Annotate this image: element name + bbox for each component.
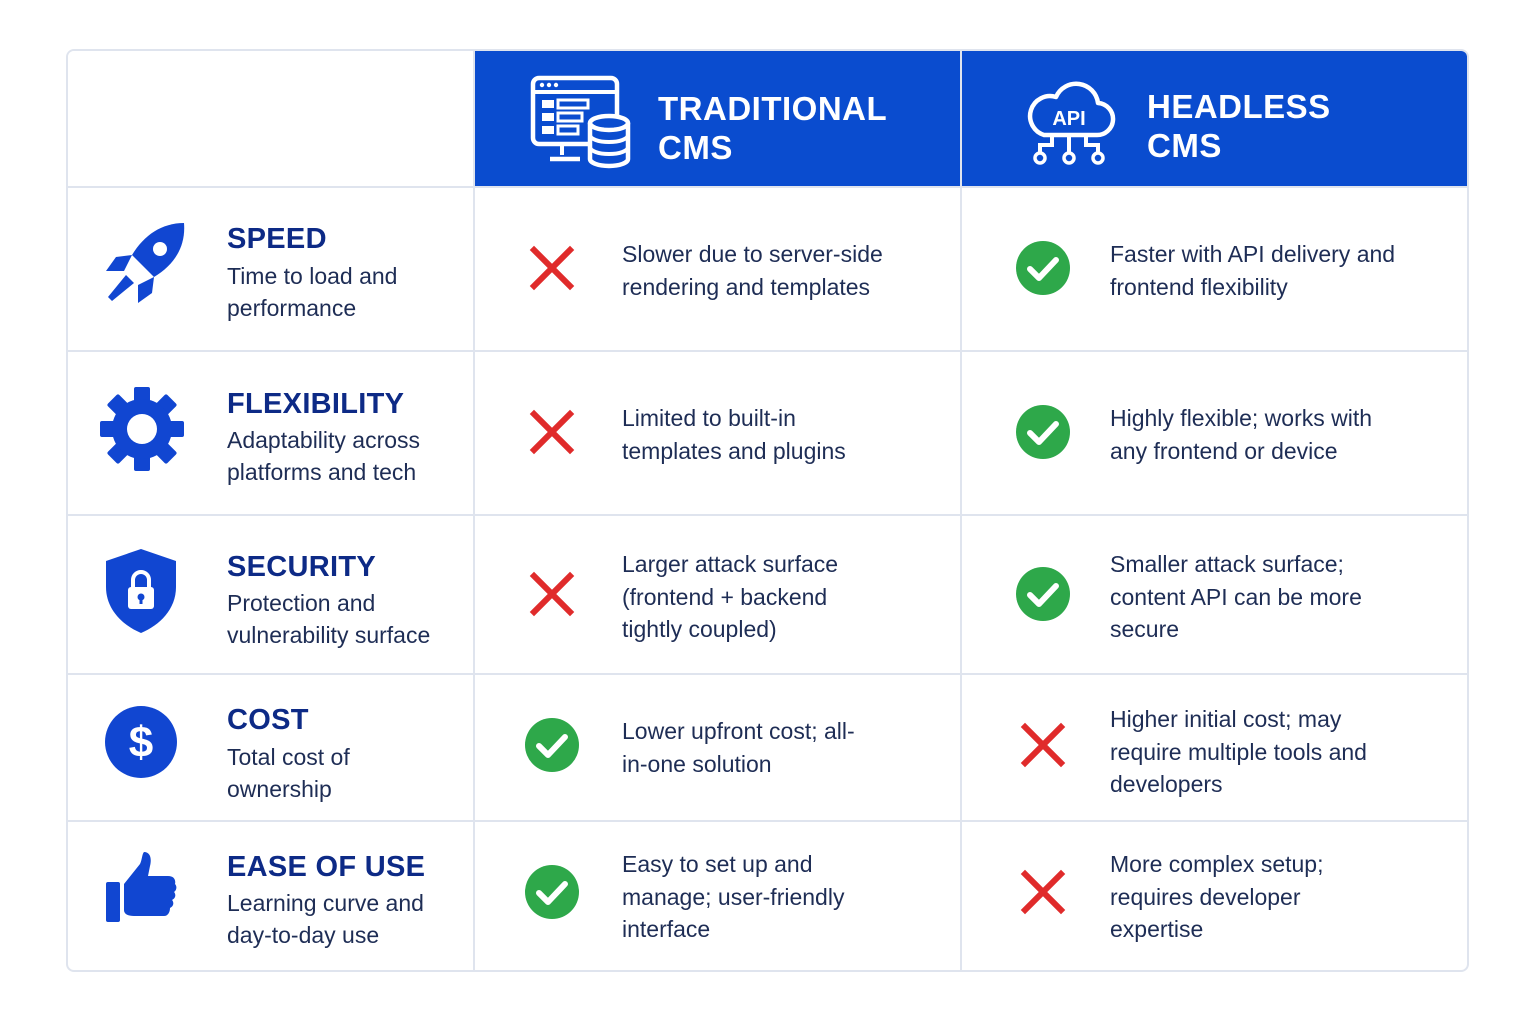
headless-cms-text: Faster with API delivery and frontend flexibility xyxy=(1110,241,1396,300)
headless-cms-text: Highly flexible; works with any frontend or device xyxy=(1110,405,1373,464)
criterion-description: Learning curve and day-to-day use xyxy=(227,890,424,948)
dollar-icon xyxy=(104,705,178,779)
criterion-title: SPEED xyxy=(227,223,327,255)
traditional-cms-text: Slower due to server-side rendering and templates xyxy=(622,241,883,300)
cross-icon xyxy=(1015,864,1071,920)
criterion-title: EASE OF USE xyxy=(227,851,426,883)
headless-cms-text: Higher initial cost; may require multiple tools and developers xyxy=(1110,706,1367,797)
server-database-icon xyxy=(530,75,634,171)
header-traditional-cms xyxy=(475,51,960,187)
shield-lock-icon xyxy=(104,547,178,635)
row-speed xyxy=(68,188,1467,350)
criterion-description: Protection and vulnerability surface xyxy=(227,590,431,648)
api-label: API xyxy=(1052,108,1086,130)
header-empty-cell xyxy=(68,51,475,187)
check-icon xyxy=(524,864,580,920)
traditional-cms-text: Lower upfront cost; all-in-one solution xyxy=(622,718,855,777)
check-icon xyxy=(1015,404,1071,460)
criterion-description: Total cost of ownership xyxy=(227,744,350,802)
row-security xyxy=(68,516,1467,673)
header-headless-cms xyxy=(962,51,1469,187)
gear-icon xyxy=(100,387,184,471)
cross-icon xyxy=(524,240,580,296)
check-icon xyxy=(524,717,580,773)
criterion-description: Adaptability across platforms and tech xyxy=(227,427,421,485)
criterion-title: FLEXIBILITY xyxy=(227,388,405,420)
row-cost xyxy=(68,675,1467,820)
cross-icon xyxy=(1015,717,1071,773)
svg-text:$: $ xyxy=(128,718,154,767)
comparison-table xyxy=(66,49,1469,972)
headless-cms-text: More complex setup; requires developer expertise xyxy=(1110,851,1324,942)
traditional-cms-text: Easy to set up and manage; user-friendly interface xyxy=(622,851,845,942)
criterion-title: COST xyxy=(227,704,309,736)
headless-cms-text: Smaller attack surface; content API can be more secure xyxy=(1110,551,1362,642)
traditional-cms-text: Limited to built-in templates and plugins xyxy=(622,405,846,464)
thumbs-up-icon xyxy=(104,850,178,924)
api-cloud-icon xyxy=(1022,75,1116,167)
check-icon xyxy=(1015,566,1071,622)
check-icon xyxy=(1015,240,1071,296)
traditional-cms-title: TRADITIONAL CMS xyxy=(658,90,888,166)
cross-icon xyxy=(524,404,580,460)
cross-icon xyxy=(524,566,580,622)
traditional-cms-text: Larger attack surface (frontend + backend tightly coupled) xyxy=(622,551,839,642)
row-ease-of-use xyxy=(68,822,1467,972)
rocket-icon xyxy=(102,221,188,307)
row-flexibility xyxy=(68,352,1467,514)
criterion-title: SECURITY xyxy=(227,551,377,583)
headless-cms-title: HEADLESS CMS xyxy=(1147,88,1331,164)
criterion-description: Time to load and performance xyxy=(227,263,398,321)
